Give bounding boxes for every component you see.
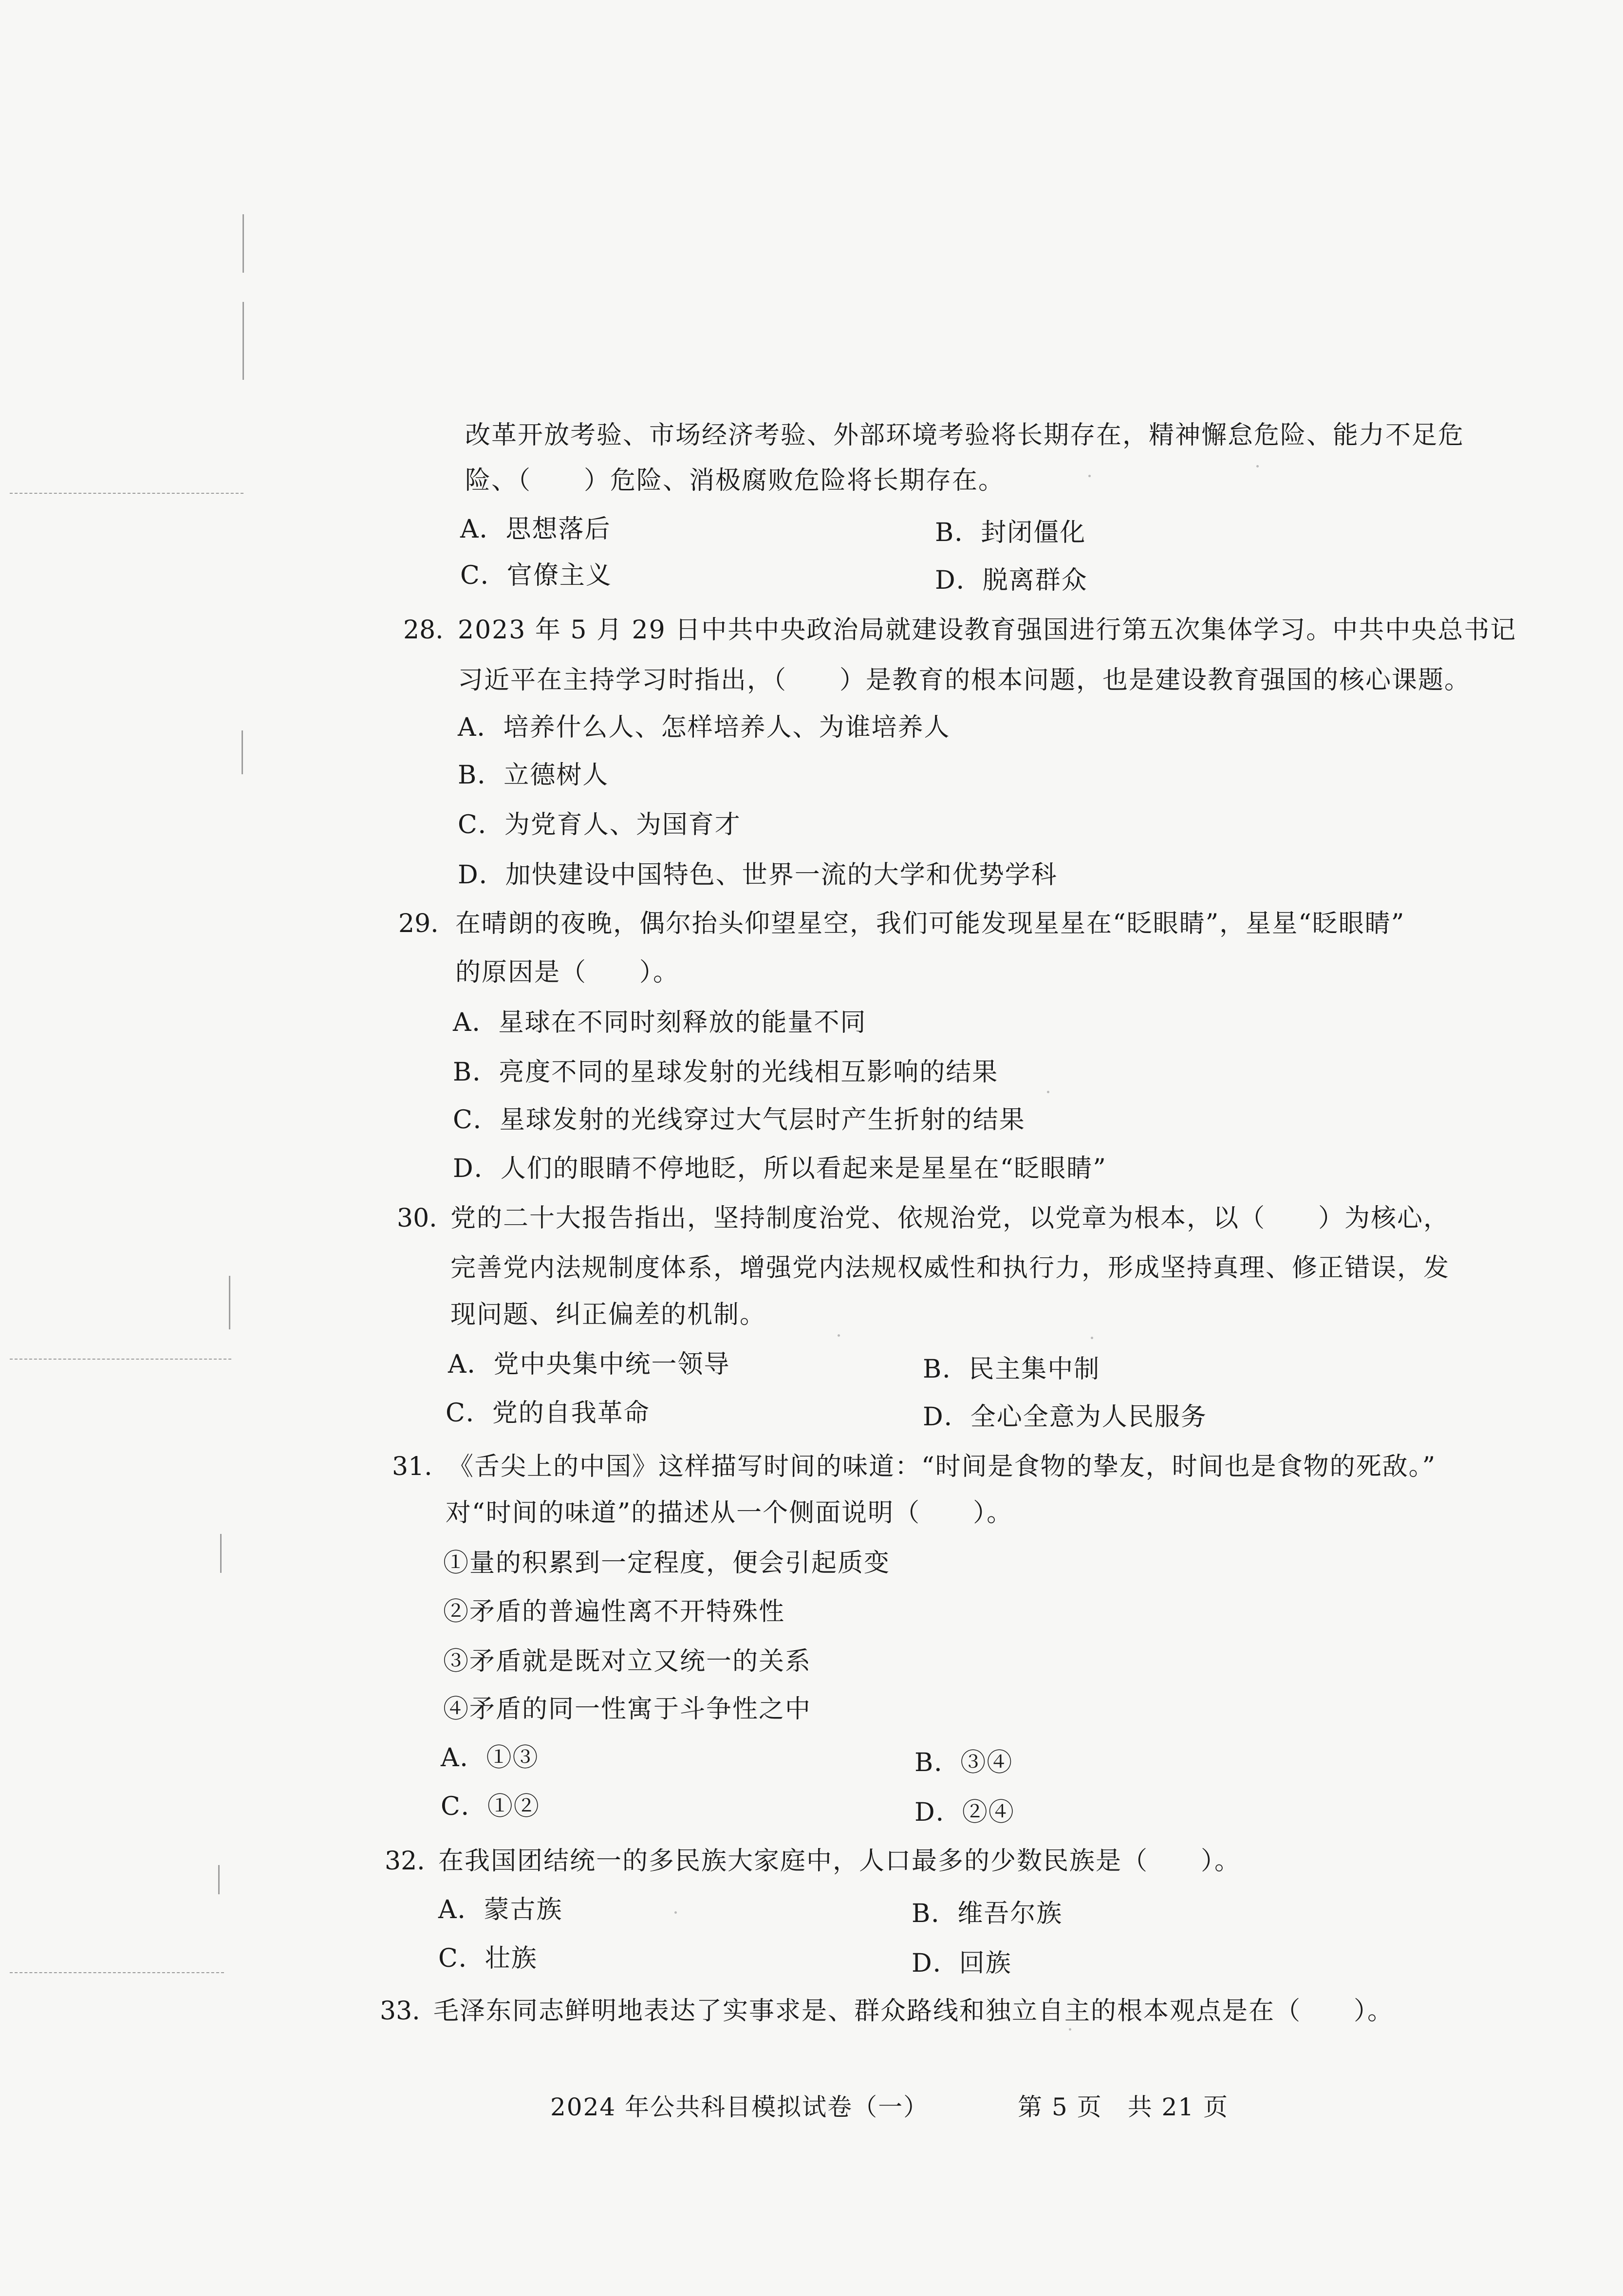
scan-speck — [1091, 1337, 1093, 1339]
q31-option-a: A．①③ — [441, 1743, 539, 1773]
q31-option-d: D．②④ — [914, 1798, 1015, 1827]
q29-option-c: C．星球发射的光线穿过大气层时产生折射的结果 — [453, 1105, 1026, 1135]
q31-statement: ①量的积累到一定程度，便会引起质变 — [443, 1549, 891, 1578]
binding-margin-rule-middle — [10, 1359, 231, 1360]
q28-number: 28. — [403, 616, 444, 645]
scan-speck — [674, 1911, 677, 1914]
q29-text-line: 的原因是（ ）。 — [455, 958, 680, 987]
q31-text-line: 对“时间的味道”的描述从一个侧面说明（ ）。 — [446, 1498, 1013, 1528]
q27-option-a: A．思想落后 — [460, 515, 611, 544]
q28-option-b: B．立德树人 — [458, 761, 609, 790]
q29-option-b: B．亮度不同的星球发射的光线相互影响的结果 — [453, 1058, 999, 1087]
scan-speck — [1088, 475, 1091, 477]
footer-page-number: 第 5 页 共 21 页 — [1018, 2093, 1229, 2121]
q32-number: 32. — [385, 1847, 425, 1876]
q29-number: 29. — [398, 909, 439, 938]
q31-option-b: B．③④ — [914, 1748, 1013, 1777]
q31-number: 31. — [392, 1452, 432, 1481]
q29-option-a: A．星球在不同时刻释放的能量不同 — [453, 1008, 867, 1037]
binding-tick — [218, 1865, 220, 1894]
q27-option-c: C．官僚主义 — [460, 561, 612, 590]
q27-option-d: D．脱离群众 — [935, 566, 1088, 595]
binding-tick — [243, 302, 244, 380]
q31-statement: ②矛盾的普遍性离不开特殊性 — [443, 1597, 785, 1626]
q29-option-d: D．人们的眼睛不停地眨，所以看起来是星星在“眨眼睛” — [453, 1154, 1107, 1183]
q27-option-b: B．封闭僵化 — [935, 518, 1086, 547]
q32-option-d: D．回族 — [912, 1949, 1012, 1978]
q30-option-a: A．党中央集中统一领导 — [448, 1350, 730, 1379]
q30-option-b: B．民主集中制 — [923, 1355, 1101, 1384]
q28-text-line: 习近平在主持学习时指出，（ ）是教育的根本问题，也是建设教育强国的核心课题。 — [458, 666, 1471, 695]
q28-text-line: 2023 年 5 月 29 日中共中央政治局就建设教育强国进行第五次集体学习。中共中央总书记 — [458, 616, 1517, 645]
q31-option-c: C．①② — [441, 1792, 540, 1821]
q31-statement: ③矛盾就是既对立又统一的关系 — [443, 1647, 812, 1676]
scan-speck — [1256, 465, 1259, 467]
q30-text-line: 现问题、纠正偏差的机制。 — [450, 1300, 766, 1329]
q29-text-line: 在晴朗的夜晚，偶尔抬头仰望星空，我们可能发现星星在“眨眼睛”，星星“眨眼睛” — [455, 909, 1405, 938]
footer-exam-title: 2024 年公共科目模拟试卷（一） — [550, 2093, 929, 2121]
q27-text-line: 险、（ ）危险、消极腐败危险将长期存在。 — [465, 466, 1005, 495]
binding-tick — [229, 1276, 230, 1329]
q31-text-line: 《舌尖上的中国》这样描写时间的味道：“时间是食物的挚友，时间也是食物的死敌。” — [448, 1452, 1436, 1481]
q31-statement: ④矛盾的同一性寓于斗争性之中 — [443, 1695, 812, 1724]
q30-number: 30. — [397, 1204, 437, 1233]
scan-speck — [1047, 1091, 1049, 1093]
binding-tick — [242, 730, 243, 774]
binding-margin-rule-bottom — [10, 1972, 224, 1973]
q32-option-b: B．维吾尔族 — [912, 1899, 1063, 1928]
q30-text-line: 党的二十大报告指出，坚持制度治党、依规治党，以党章为根本，以（ ）为核心， — [450, 1204, 1450, 1233]
q30-option-c: C．党的自我革命 — [446, 1399, 650, 1428]
q28-option-a: A．培养什么人、怎样培养人、为谁培养人 — [458, 713, 951, 742]
q30-option-d: D．全心全意为人民服务 — [923, 1402, 1207, 1432]
binding-margin-rule-top — [10, 493, 243, 494]
q32-text-line: 在我国团结统一的多民族大家庭中，人口最多的少数民族是（ ）。 — [438, 1847, 1241, 1876]
scan-speck — [838, 1334, 840, 1337]
binding-tick — [220, 1534, 222, 1573]
q32-option-a: A．蒙古族 — [438, 1895, 563, 1924]
q27-text-line: 改革开放考验、市场经济考验、外部环境考验将长期存在，精神懈怠危险、能力不足危 — [465, 421, 1465, 450]
binding-tick — [243, 214, 244, 273]
q32-option-c: C．壮族 — [438, 1944, 538, 1973]
q33-text-line: 毛泽东同志鲜明地表达了实事求是、群众路线和独立自主的根本观点是在（ ）。 — [433, 1997, 1394, 2026]
q30-text-line: 完善党内法规制度体系，增强党内法规权威性和执行力，形成坚持真理、修正错误，发 — [450, 1253, 1450, 1283]
q28-option-c: C．为党育人、为国育才 — [458, 810, 741, 840]
scan-speck — [1069, 2028, 1071, 2031]
q28-option-d: D．加快建设中国特色、世界一流的大学和优势学科 — [458, 860, 1058, 890]
q33-number: 33. — [380, 1997, 420, 2026]
